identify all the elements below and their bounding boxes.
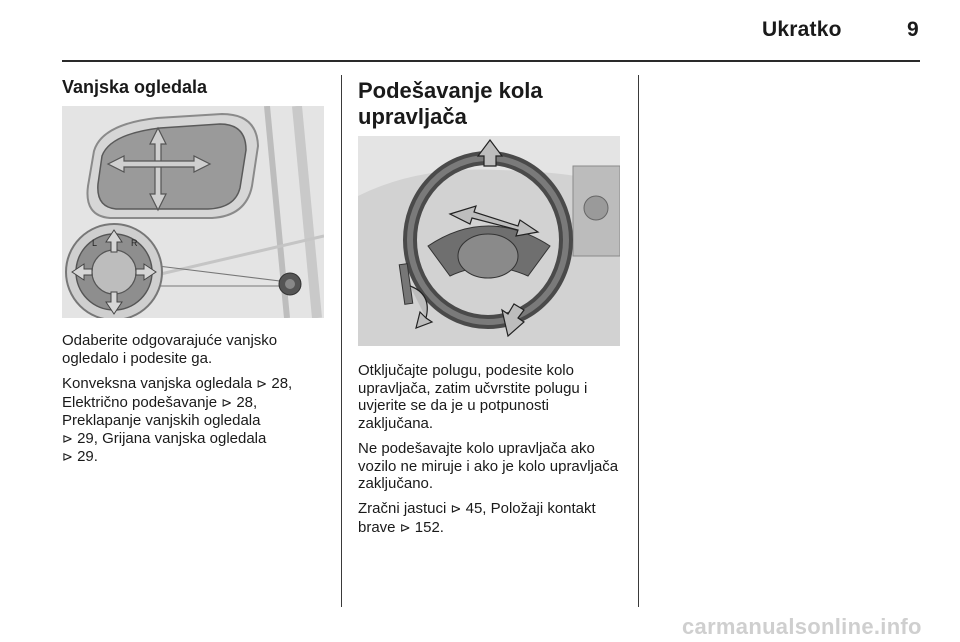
steering-heading-line2: upravljača <box>358 104 467 129</box>
ref-page-29a[interactable]: 29, Grijana vanjska ogledala <box>72 429 267 447</box>
steering-heading <box>358 78 628 130</box>
switch-letter-right: R <box>131 238 138 248</box>
mirrors-instruction: Odaberite odgovarajuće vanjsko ogledalo i podesite ga. <box>62 332 278 367</box>
section-title: Ukratko <box>762 18 842 41</box>
page-number: 9 <box>907 18 919 41</box>
watermark: carmanualsonline.info <box>682 614 922 639</box>
ref-page-28a[interactable]: 28, <box>267 375 293 392</box>
mirrors-heading: Vanjska ogledala <box>62 77 208 97</box>
page-ref-arrow-icon: ⊳ <box>62 431 73 447</box>
page-ref-arrow-icon: ⊳ <box>399 520 411 536</box>
mirrors-references <box>62 375 330 467</box>
ref-page-45[interactable]: 45, Položaji kontakt <box>461 500 596 517</box>
ref-text-folding: Preklapanje vanjskih ogledala <box>62 412 261 429</box>
header-rule <box>62 60 920 62</box>
page-ref-arrow-icon: ⊳ <box>450 502 462 517</box>
switch-letter-left: L <box>92 238 98 248</box>
page-ref-arrow-icon: ⊳ <box>62 450 73 465</box>
ref-text-electric: Električno podešavanje <box>62 393 222 411</box>
ref-page-29b[interactable]: 29. <box>72 448 98 465</box>
ref-text-airbags: Zračni jastuci <box>358 500 451 517</box>
page-ref-arrow-icon: ⊳ <box>221 395 233 411</box>
column-divider-1 <box>341 75 342 607</box>
page-ref-arrow-icon: ⊳ <box>256 377 268 392</box>
steering-warning: Ne podešavajte kolo upravljača ako vozilo ne miruje i ako je kolo upravljača zaključano. <box>358 440 619 492</box>
column-divider-2 <box>638 75 639 607</box>
ref-text-ignition: brave <box>358 518 400 536</box>
mirror-illustration <box>62 106 324 318</box>
steering-heading-line1: Podešavanje kola <box>358 78 543 103</box>
steering-wheel-illustration <box>358 136 620 346</box>
steering-references <box>358 500 626 537</box>
ref-text-convex: Konveksna vanjska ogledala <box>62 375 257 392</box>
ref-page-28b[interactable]: 28, <box>232 393 258 411</box>
steering-instruction: Otključajte polugu, podesite kolo upravljača, zatim učvrstite polugu i uvjerite se da je u potpunosti zaključana. <box>358 362 588 432</box>
ref-page-152[interactable]: 152. <box>410 518 444 536</box>
